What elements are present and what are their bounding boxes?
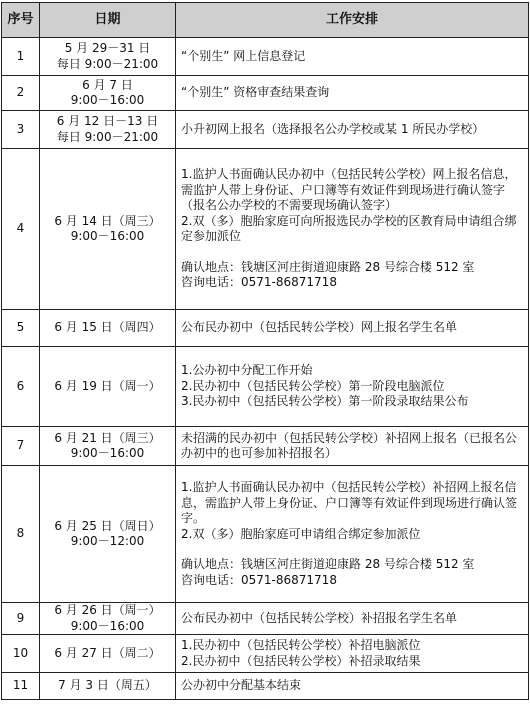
task-cell xyxy=(176,347,529,427)
date-cell xyxy=(40,466,176,603)
header-date: 日期 xyxy=(40,3,176,38)
date-cell xyxy=(40,76,176,111)
date-line: 6 月 27 日（周二） xyxy=(54,645,161,660)
task-cell xyxy=(176,635,529,673)
task-line: 确认地点：钱塘区河庄街道迎康路 28 号综合楼 512 室 xyxy=(181,259,475,274)
date-cell xyxy=(40,673,176,700)
date-line: 6 月 25 日（周日） xyxy=(54,518,161,533)
task-cell xyxy=(176,673,529,700)
table-row xyxy=(2,38,529,76)
table-row xyxy=(2,111,529,149)
date-line: 6 月 12 日－13 日 xyxy=(56,114,159,128)
row-number: 8 xyxy=(2,466,40,603)
task-line: 2.双（多）胞胎家庭可申请组合绑定参加派位 xyxy=(181,526,421,541)
date-line: 9:00－16:00 xyxy=(70,446,145,460)
date-line: 6 月 15 日（周四） xyxy=(54,320,161,335)
date-cell xyxy=(40,635,176,673)
table-row xyxy=(2,347,529,427)
header-task: 工作安排 xyxy=(176,3,529,38)
date-line: 6 月 19 日（周一） xyxy=(54,378,161,393)
task-cell xyxy=(176,76,529,111)
schedule-sheet xyxy=(1,2,528,700)
task-line: 未招满的民办初中（包括民转公学校）补招网上报名（已报名公办初中的也可参加补招报名） xyxy=(181,430,518,460)
schedule-table xyxy=(1,2,529,700)
task-line: 1.公办初中分配工作开始 xyxy=(181,363,313,378)
table-row xyxy=(2,310,529,347)
header-no: 序号 xyxy=(2,3,40,38)
task-cell xyxy=(176,111,529,149)
task-line: 1.民办初中（包括民转公学校）补招电脑派位 xyxy=(181,638,421,652)
task-line: 公布民办初中（包括民转公学校）补招报名学生名单 xyxy=(181,610,458,625)
task-line: 1.监护人书面确认民办初中（包括民转公学校）网上报名信息，需监护人带上身份证、户口簿等有效证件到现场进行确认签字（报名公办学校的不需要现场确认签字） xyxy=(181,167,517,213)
date-cell xyxy=(40,347,176,427)
date-line: 9:00－16:00 xyxy=(70,229,145,243)
task-line: 2.双（多）胞胎家庭可向所报选民办学校的区教育局申请组合绑定参加派位 xyxy=(181,213,517,244)
header-row xyxy=(2,3,529,38)
row-number: 6 xyxy=(2,347,40,427)
table-row xyxy=(2,635,529,673)
date-line: 9:00－16:00 xyxy=(70,93,145,107)
date-line: 6 月 26 日（周一） xyxy=(54,603,161,617)
task-line: “个别生” 网上信息登记 xyxy=(181,48,306,63)
row-number: 10 xyxy=(2,635,40,673)
date-line: 7 月 3 日（周五） xyxy=(58,678,157,693)
date-cell xyxy=(40,149,176,310)
task-line: 咨询电话：0571-86871718 xyxy=(181,572,337,587)
task-line: “个别生” 资格审查结果查询 xyxy=(181,85,330,100)
date-line: 9:00－16:00 xyxy=(70,618,145,633)
task-cell xyxy=(176,310,529,347)
table-row xyxy=(2,673,529,700)
task-line: 2.民办初中（包括民转公学校）第一阶段电脑派位 xyxy=(181,378,445,393)
table-row xyxy=(2,466,529,603)
row-number: 11 xyxy=(2,673,40,700)
schedule-rows xyxy=(2,38,529,700)
date-cell xyxy=(40,310,176,347)
task-cell xyxy=(176,603,529,635)
table-row xyxy=(2,149,529,310)
date-cell xyxy=(40,427,176,466)
task-cell xyxy=(176,38,529,76)
task-line: 3.民办初中（包括民转公学校）第一阶段录取结果公布 xyxy=(181,394,469,409)
row-number: 9 xyxy=(2,603,40,635)
row-number: 1 xyxy=(2,38,40,76)
task-line: 咨询电话：0571-86871718 xyxy=(181,275,337,290)
date-cell xyxy=(40,111,176,149)
table-row xyxy=(2,76,529,111)
task-line: 1.监护人书面确认民办初中（包括民转公学校）补招网上报名信息，需监护人带上身份证、户口簿等有效证件到现场进行确认签字。 xyxy=(181,480,518,525)
date-line: 6 月 7 日 xyxy=(82,77,133,92)
table-row xyxy=(2,427,529,466)
row-number: 7 xyxy=(2,427,40,466)
date-line: 9:00－12:00 xyxy=(70,534,145,548)
date-line: 6 月 21 日（周三） xyxy=(54,430,161,445)
task-cell xyxy=(176,466,529,603)
task-cell xyxy=(176,427,529,466)
row-number: 5 xyxy=(2,310,40,347)
task-line: 公布民办初中（包括民转公学校）网上报名学生名单 xyxy=(181,320,458,335)
blank-line xyxy=(181,542,523,557)
blank-line xyxy=(181,245,523,260)
date-cell xyxy=(40,38,176,76)
date-line: 每日 9:00－21:00 xyxy=(56,56,159,71)
date-cell xyxy=(40,603,176,635)
row-number: 3 xyxy=(2,111,40,149)
task-cell xyxy=(176,149,529,310)
row-number: 4 xyxy=(2,149,40,310)
task-line: 确认地点：钱塘区河庄街道迎康路 28 号综合楼 512 室 xyxy=(181,557,475,571)
row-number: 2 xyxy=(2,76,40,111)
task-line: 小升初网上报名（选择报名公办学校或某 1 所民办学校） xyxy=(181,121,485,136)
date-line: 6 月 14 日（周三） xyxy=(54,213,161,228)
date-line: 每日 9:00－21:00 xyxy=(56,129,159,144)
table-row xyxy=(2,603,529,635)
task-line: 2.民办初中（包括民转公学校）补招录取结果 xyxy=(181,653,421,668)
task-line: 公办初中分配基本结束 xyxy=(181,678,302,693)
date-line: 5 月 29－31 日 xyxy=(64,41,151,55)
